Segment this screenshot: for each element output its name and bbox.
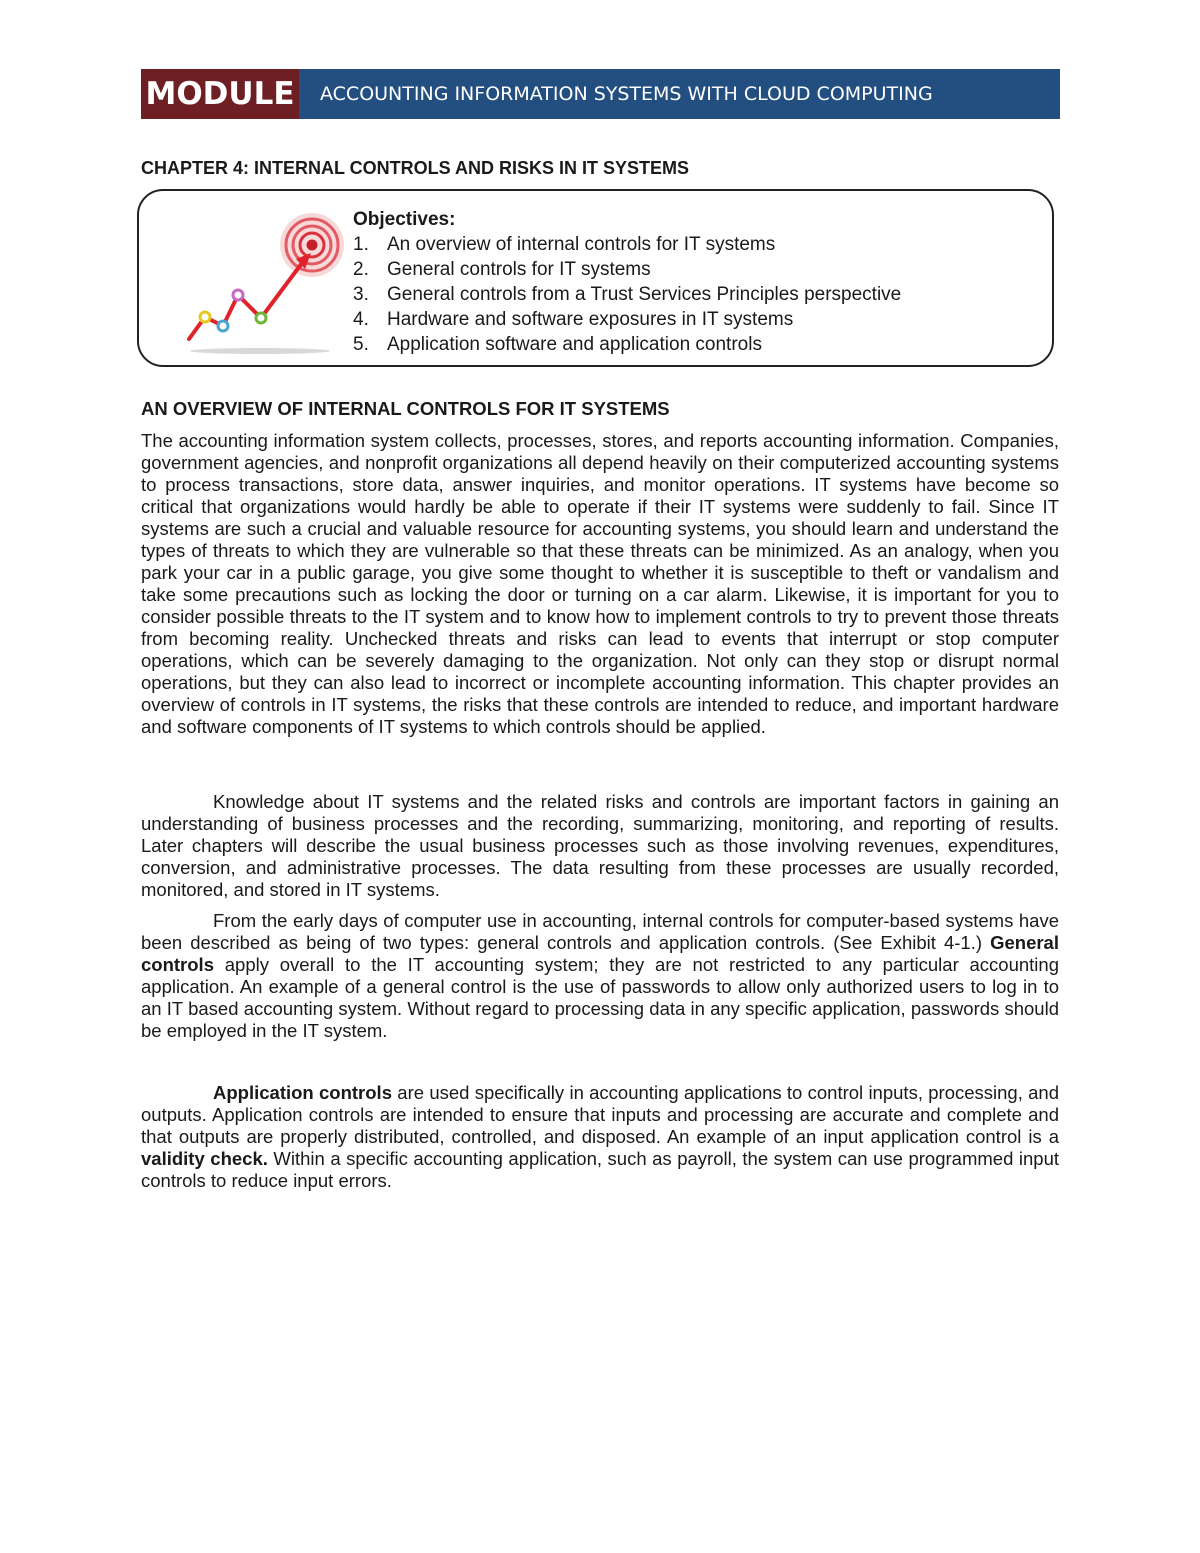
objective-number: 1. [353,234,369,255]
objective-item [353,257,1032,282]
paragraph-text [141,910,1059,1042]
text-run: apply overall to the IT accounting system; they are not restricted to any particular accounting application. An example of a general control is the use of passwords to allow only authorized users to log in to an IT based accounting system. Without regard to processing data in any specific application, passwords should be employed in the IT system. [141,954,1059,1041]
objective-text: An overview of internal controls for IT systems [387,234,776,255]
objectives-list [353,232,1032,357]
module-banner [141,69,1060,119]
text-run: From the early days of computer use in accounting, internal controls for computer-based systems have been described as being of two types: general controls and application controls. (See Exhibit 4-1.) [141,910,1059,953]
chapter-title: CHAPTER 4: INTERNAL CONTROLS AND RISKS IN IT SYSTEMS [141,158,690,178]
objective-item [353,332,1032,357]
paragraph-2 [141,791,1059,901]
objective-text: Application software and application controls [387,334,762,355]
objectives-content [353,207,1032,357]
paragraph-1 [141,430,1059,738]
objective-item [353,232,1032,257]
objective-text: General controls for IT systems [387,259,651,280]
module-tag: MODULE [141,69,299,119]
objectives-box [137,189,1054,367]
paragraph-3 [141,910,1059,1042]
objectives-heading: Objectives: [353,209,456,230]
objective-text: General controls from a Trust Services Principles perspective [387,284,902,305]
objective-item [353,307,1032,332]
module-title: ACCOUNTING INFORMATION SYSTEMS WITH CLOUD COMPUTING [320,83,933,105]
text-run: are used specifically in accounting applications to control inputs, processing, and outputs. Application controls are intended to ensure that inputs and processing are accurate and complete and that outputs are properly distributed, controlled, and disposed. An example of an input application control is a [141,1082,1060,1147]
text-run: Within a specific accounting application, such as payroll, the system can use programmed input controls to reduce input errors. [141,1148,1060,1191]
term-general-controls: General controls [141,932,1059,975]
growth-target-icon [175,203,345,358]
paragraph-text: The accounting information system collects, processes, stores, and reports accounting information. Companies, government agencies, and nonprofit organizations all depend heavily on their computerized accounting systems to process transactions, store data, answer inquiries, and monitor operations. IT systems have become so critical that organizations would hardly be able to operate if their IT systems were suddenly to fail. Since IT systems are such a crucial and valuable resource for accounting systems, you should learn and understand the types of threats to which they are vulnerable so that these threats can be minimized. As an analogy, when you park your car in a public garage, you give some thought to whether it is susceptible to theft or vandalism and take some precautions such as locking the door or turning on a car alarm. Likewise, it is important for you to consider possible threats to the IT system and to know how to implement controls to try to prevent those threats from becoming reality. Unchecked threats and risks can lead to events that interrupt or stop computer operations, which can be severely damaging to the organization. Not only can they stop or disrupt normal operations, but they can also lead to incorrect or incomplete accounting information. This chapter provides an overview of controls in IT systems, the risks that these controls are intended to reduce, and important hardware and software components of IT systems to which controls should be applied. [141,430,1059,737]
section-heading: AN OVERVIEW OF INTERNAL CONTROLS FOR IT SYSTEMS [141,398,670,419]
objective-text: Hardware and software exposures in IT systems [387,309,794,330]
objective-number: 4. [353,309,369,330]
term-application-controls: Application controls [213,1082,392,1103]
paragraph-text: Knowledge about IT systems and the related risks and controls are important factors in gaining an understanding of business processes and the recording, summarizing, monitoring, and reporting of results. Later chapters will describe the usual business processes such as those involving revenues, expenditures, conversion, and administrative processes. The data resulting from these processes are usually recorded, monitored, and stored in IT systems. [141,791,1059,900]
objective-number: 2. [353,259,369,280]
paragraph-4 [141,1082,1059,1192]
paragraph-text [141,1082,1059,1192]
objective-number: 5. [353,334,369,355]
objective-item [353,282,1032,307]
term-validity-check: validity check. [141,1148,268,1169]
objective-number: 3. [353,284,369,305]
